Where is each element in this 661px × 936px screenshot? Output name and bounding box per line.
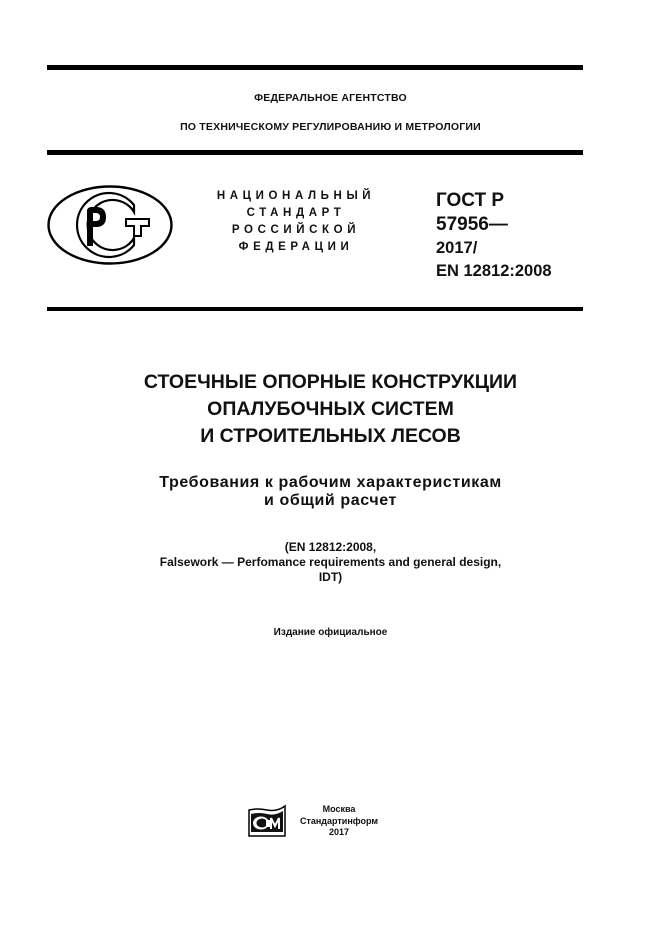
edition-label: Издание официальное bbox=[273, 627, 388, 638]
gost-r-logo-icon bbox=[46, 184, 174, 266]
national-standard-line-1: НАЦИОНАЛЬНЫЙ bbox=[216, 190, 376, 202]
document-subtitle bbox=[0, 474, 661, 510]
standartinform-logo-icon bbox=[247, 804, 287, 838]
national-standard-line-3: РОССИЙСКОЙ bbox=[231, 224, 361, 236]
national-standard-label bbox=[196, 188, 396, 256]
intl-ref-line-2: Falsework — Perfomance requirements and general design, bbox=[159, 555, 502, 569]
publisher-year: 2017 bbox=[328, 827, 350, 837]
national-standard-line-4: ФЕДЕРАЦИИ bbox=[238, 241, 354, 253]
title-line-3: И СТРОИТЕЛЬНЫХ ЛЕСОВ bbox=[200, 425, 461, 447]
publisher-name: Стандартинформ bbox=[299, 815, 379, 826]
intl-ref-line-3: IDT) bbox=[318, 570, 343, 584]
top-rule bbox=[47, 65, 583, 70]
subtitle-line-1: Требования к рабочим характеристикам bbox=[159, 474, 502, 491]
designation-line-4: EN 12812:2008 bbox=[436, 262, 552, 280]
intl-ref-line-1: (EN 12812:2008, bbox=[284, 540, 377, 554]
designation-line-2: 57956— bbox=[436, 214, 508, 235]
header-rule bbox=[47, 150, 583, 155]
agency-line-1: ФЕДЕРАЛЬНОЕ АГЕНТСТВО bbox=[254, 92, 407, 104]
document-title bbox=[0, 369, 661, 450]
national-standard-line-2: СТАНДАРТ bbox=[246, 207, 346, 219]
international-reference bbox=[0, 540, 661, 585]
designation-line-1: ГОСТ Р bbox=[436, 190, 505, 211]
block-rule bbox=[47, 307, 583, 311]
designation-line-3: 2017/ bbox=[436, 239, 478, 257]
title-line-1: СТОЕЧНЫЕ ОПОРНЫЕ КОНСТРУКЦИИ bbox=[143, 371, 518, 393]
agency-line-2: ПО ТЕХНИЧЕСКОМУ РЕГУЛИРОВАНИЮ И МЕТРОЛОГИИ bbox=[180, 121, 481, 133]
standard-designation bbox=[436, 189, 552, 283]
subtitle-line-2: и общий расчет bbox=[264, 492, 397, 509]
publisher-city: Москва bbox=[322, 804, 356, 814]
publisher-info bbox=[288, 804, 390, 839]
title-line-2: ОПАЛУБОЧНЫХ СИСТЕМ bbox=[207, 398, 454, 420]
